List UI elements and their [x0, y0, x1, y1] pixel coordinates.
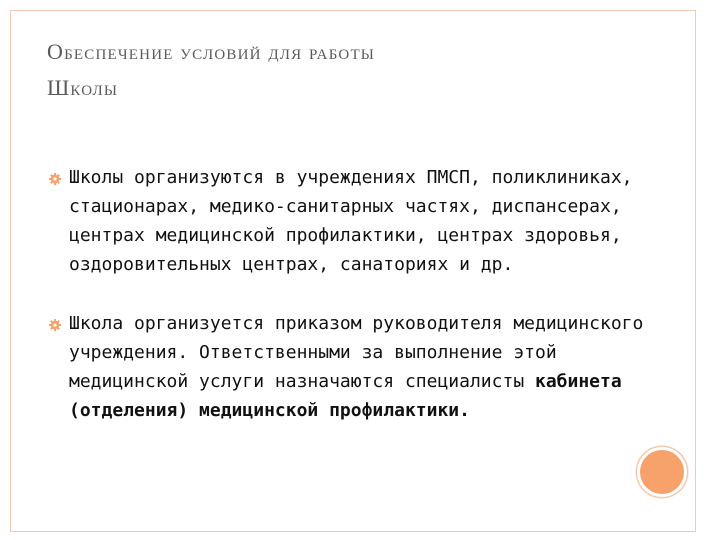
gear-icon [49, 173, 61, 185]
slide-title [47, 34, 667, 106]
title-line-2: Школы [47, 75, 119, 100]
list-item [47, 163, 677, 279]
list-item [47, 309, 677, 425]
bullet-text-bold: кабинета (отделения) медицинской профилактики [69, 371, 622, 421]
bullet-list [47, 163, 677, 455]
bullet-text: Школы организуются в учреждениях ПМСП, поликлиниках, стационарах, медико-санитарных частях, диспансерах, центрах медицинской профилактики, центрах здоровья, оздоровительных центрах, санаториях и др. [69, 167, 633, 275]
bullet-text: Школа организуется приказом руководителя медицинского учреждения. Ответственными за выполнение этой медицинской услуги назначаются специалисты [69, 313, 644, 392]
gear-icon [49, 319, 61, 331]
bullet-text-end: . [459, 400, 470, 421]
title-line-1: Обеспечение условий для работы [47, 39, 376, 64]
decorative-circle [640, 450, 684, 494]
